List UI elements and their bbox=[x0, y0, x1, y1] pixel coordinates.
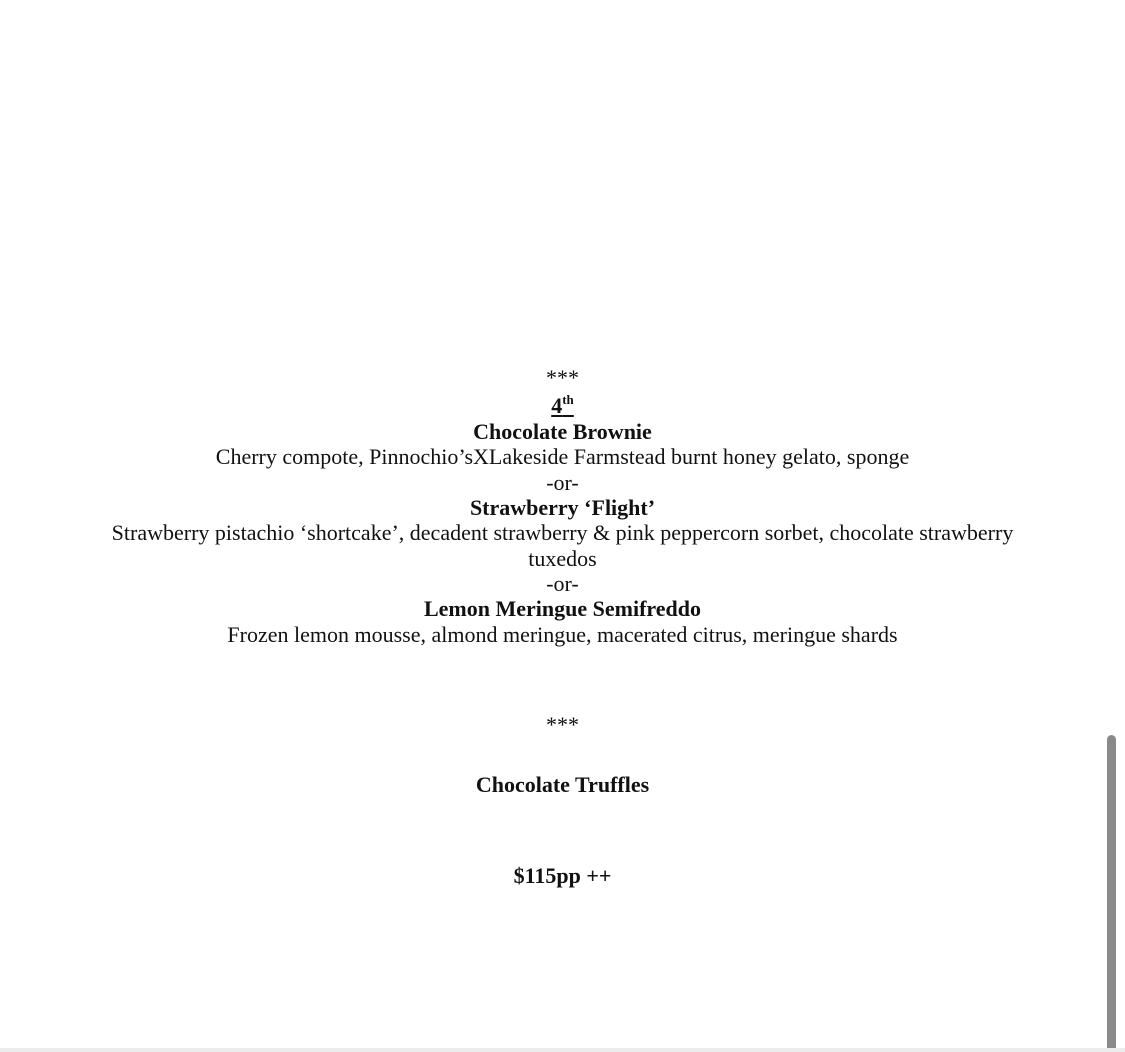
dish-description-chocolate-brownie: Cherry compote, Pinnochio’sXLakeside Farmstead burnt honey gelato, sponge bbox=[215, 444, 910, 469]
dish-title-lemon-meringue: Lemon Meringue Semifreddo bbox=[423, 596, 701, 621]
dish-title-strawberry-flight: Strawberry ‘Flight’ bbox=[469, 495, 656, 520]
dish-description-strawberry-flight-line2: tuxedos bbox=[528, 546, 597, 571]
finale-chocolate-truffles: Chocolate Truffles bbox=[475, 772, 650, 797]
dish-description-lemon-meringue: Frozen lemon mousse, almond meringue, macerated citrus, meringue shards bbox=[227, 622, 898, 647]
dish-description-strawberry-flight-line1: Strawberry pistachio ‘shortcake’, decadent strawberry & pink peppercorn sorbet, chocolate strawberry bbox=[111, 520, 1014, 545]
or-separator-2: -or- bbox=[546, 571, 579, 596]
separator-stars-bottom: *** bbox=[546, 712, 579, 737]
price: $115pp ++ bbox=[513, 863, 612, 888]
separator-stars-top: *** bbox=[546, 365, 579, 390]
scrollbar-thumb[interactable] bbox=[1107, 735, 1116, 1052]
course-heading bbox=[0, 393, 1125, 418]
course-number-suffix: th bbox=[562, 392, 574, 407]
dish-title-chocolate-brownie: Chocolate Brownie bbox=[473, 419, 652, 444]
or-separator-1: -or- bbox=[546, 470, 579, 495]
course-number: 4th bbox=[551, 392, 574, 418]
horizontal-scrollbar-edge bbox=[0, 1048, 1125, 1052]
